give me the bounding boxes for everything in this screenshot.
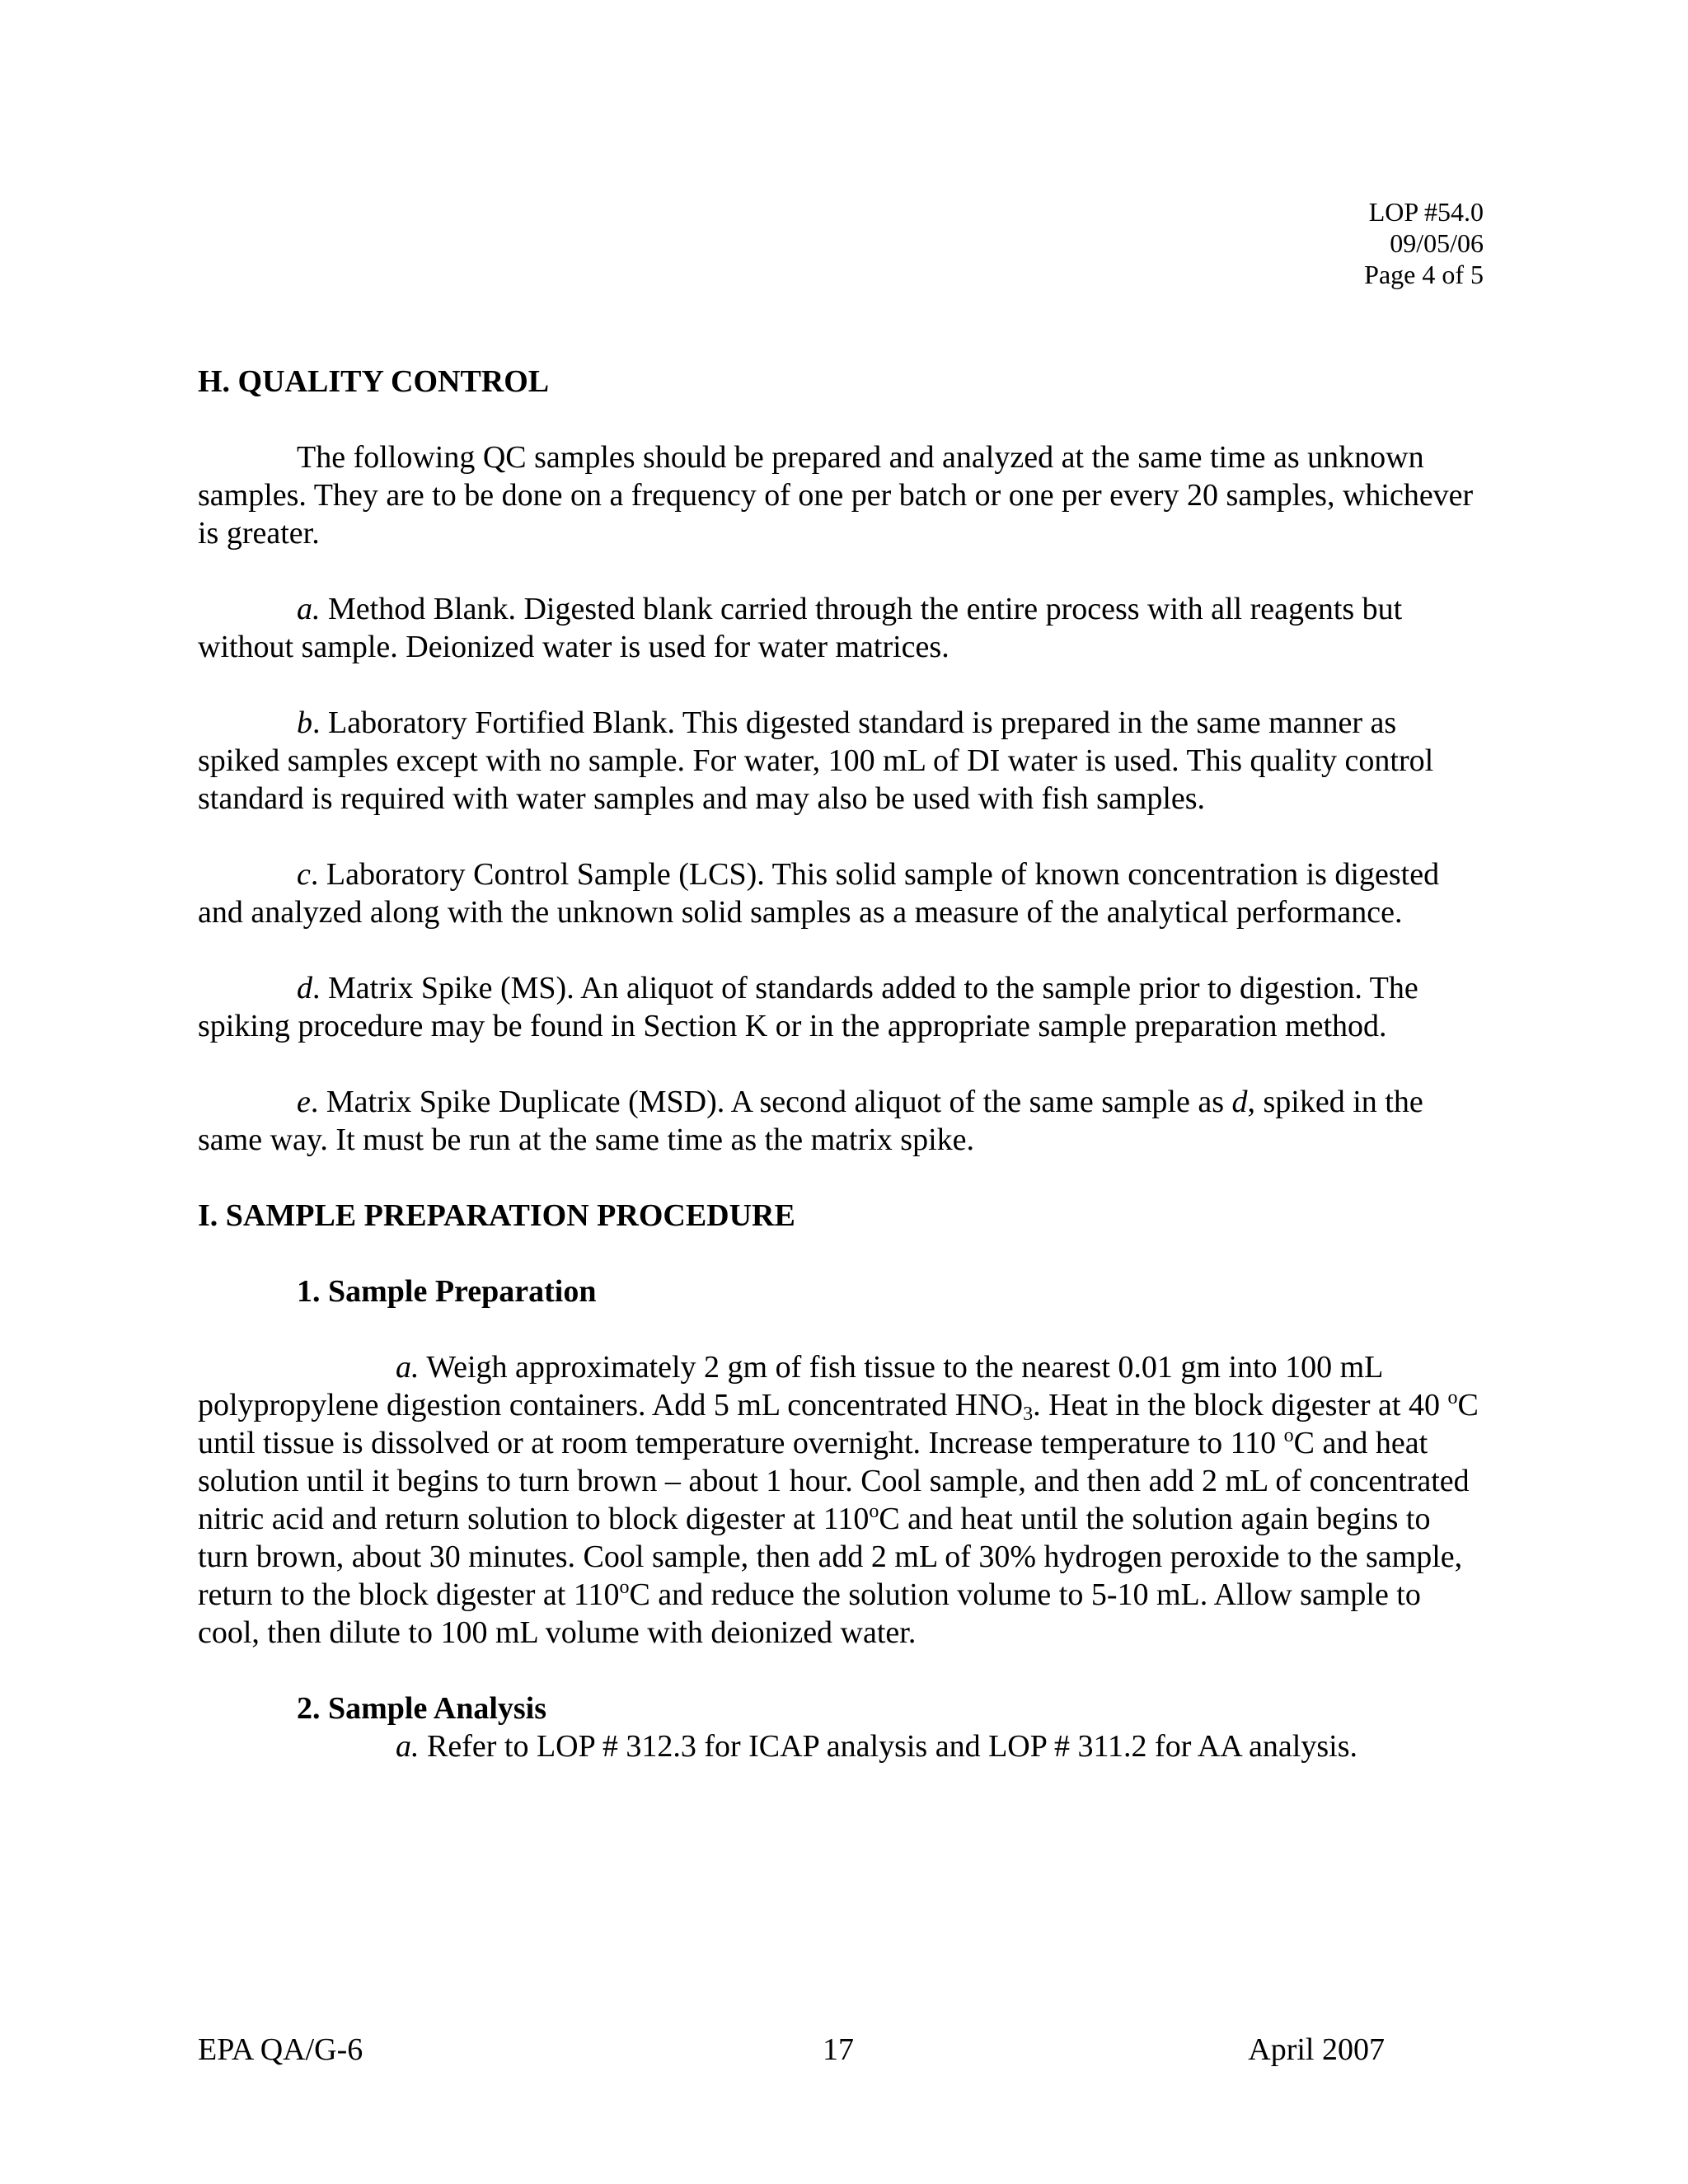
step-text: Weigh approximately 2 gm of fish tissue to the nearest 0.01 gm into 100 mL polypropylene digestion containers. Add 5 mL concentrated HNO [198, 1350, 1382, 1422]
item-letter: b [297, 705, 312, 740]
item-text: Method Blank. Digested blank carried through the entire process with all reagents but without sample. Deionized water is used for water matrices. [198, 592, 1403, 664]
page-header [1364, 196, 1484, 290]
item-letter: a. [396, 1729, 420, 1764]
footer-document-id: EPA QA/G-6 [198, 2032, 363, 2067]
item-letter: a. [396, 1350, 420, 1385]
section-heading-quality-control: H. QUALITY CONTROL [198, 364, 550, 399]
step-text: Refer to LOP # 312.3 for ICAP analysis and LOP # 311.2 for AA analysis. [419, 1729, 1357, 1764]
step-text: . Heat in the block digester at 40 [1033, 1388, 1448, 1422]
qc-item-matrix-spike [198, 969, 1484, 1045]
qc-item-laboratory-control-sample [198, 855, 1484, 931]
degree-superscript: o [1447, 1387, 1458, 1408]
step-text: C until tissue is dissolved or at room temperature overnight. Increase temperature to 110 [198, 1388, 1479, 1460]
subscript: 3 [1023, 1404, 1034, 1425]
footer-date: April 2007 [1248, 2032, 1385, 2067]
degree-superscript: o [869, 1501, 879, 1522]
document-body [198, 363, 1484, 1765]
item-text-part: , spiked in the same way. It must be run at the same time as the matrix spike. [198, 1085, 1423, 1157]
document-date: 09/05/06 [1390, 228, 1484, 258]
page-footer [198, 2031, 1385, 2069]
sample-analysis-step-a [198, 1727, 1484, 1765]
quality-control-intro: The following QC samples should be prepared and analyzed at the same time as unknown samples. They are to be done on a frequency of one per batch or one per every 20 samples, whichever is greater. [198, 440, 1474, 551]
qc-item-matrix-spike-duplicate [198, 1083, 1484, 1159]
item-text-part: . Matrix Spike Duplicate (MSD). A second aliquot of the same sample as [310, 1085, 1232, 1119]
footer-page-number: 17 [823, 2032, 854, 2067]
sample-preparation-step-a [198, 1348, 1484, 1652]
item-letter: e [297, 1085, 311, 1119]
item-text: . Laboratory Control Sample (LCS). This solid sample of known concentration is digested and analyzed along with the unknown solid samples as a measure of the analytical performance. [198, 857, 1440, 930]
qc-item-method-blank [198, 590, 1484, 666]
item-letter: d [297, 971, 312, 1005]
item-text: . Matrix Spike (MS). An aliquot of standards added to the sample prior to digestion. The spiking procedure may be found in Section K or in the appropriate sample preparation method. [198, 971, 1418, 1043]
qc-item-laboratory-fortified-blank [198, 704, 1484, 818]
subsection-heading-sample-preparation: 1. Sample Preparation [297, 1274, 597, 1309]
item-reference-letter: d [1231, 1085, 1248, 1119]
step-text: C and reduce the solution volume to 5-10 mL. Allow sample to cool, then dilute to 100 mL volume with deionized water. [198, 1577, 1421, 1650]
step-text: C and heat solution until it begins to turn brown – about 1 hour. Cool sample, and then add 2 mL of concentrated nitric acid and return solution to block digester at 110 [198, 1426, 1470, 1536]
section-heading-sample-preparation-procedure: I. SAMPLE PREPARATION PROCEDURE [198, 1198, 795, 1233]
degree-superscript: o [1283, 1425, 1294, 1446]
step-text: C and heat until the solution again begins to turn brown, about 30 minutes. Cool sample, then add 2 mL of 30% hydrogen peroxide to the sample, return to the block digester at 110 [198, 1502, 1463, 1612]
page-indicator: Page 4 of 5 [1364, 260, 1484, 289]
item-letter: c [297, 857, 311, 892]
lop-number: LOP #54.0 [1368, 197, 1484, 227]
degree-superscript: o [619, 1577, 630, 1598]
item-letter: a. [297, 592, 321, 626]
item-text: . Laboratory Fortified Blank. This digested standard is prepared in the same manner as spiked samples except with no sample. For water, 100 mL of DI water is used. This quality control standard is required with water samples and may also be used with fish samples. [198, 705, 1434, 816]
subsection-heading-sample-analysis: 2. Sample Analysis [297, 1691, 547, 1726]
